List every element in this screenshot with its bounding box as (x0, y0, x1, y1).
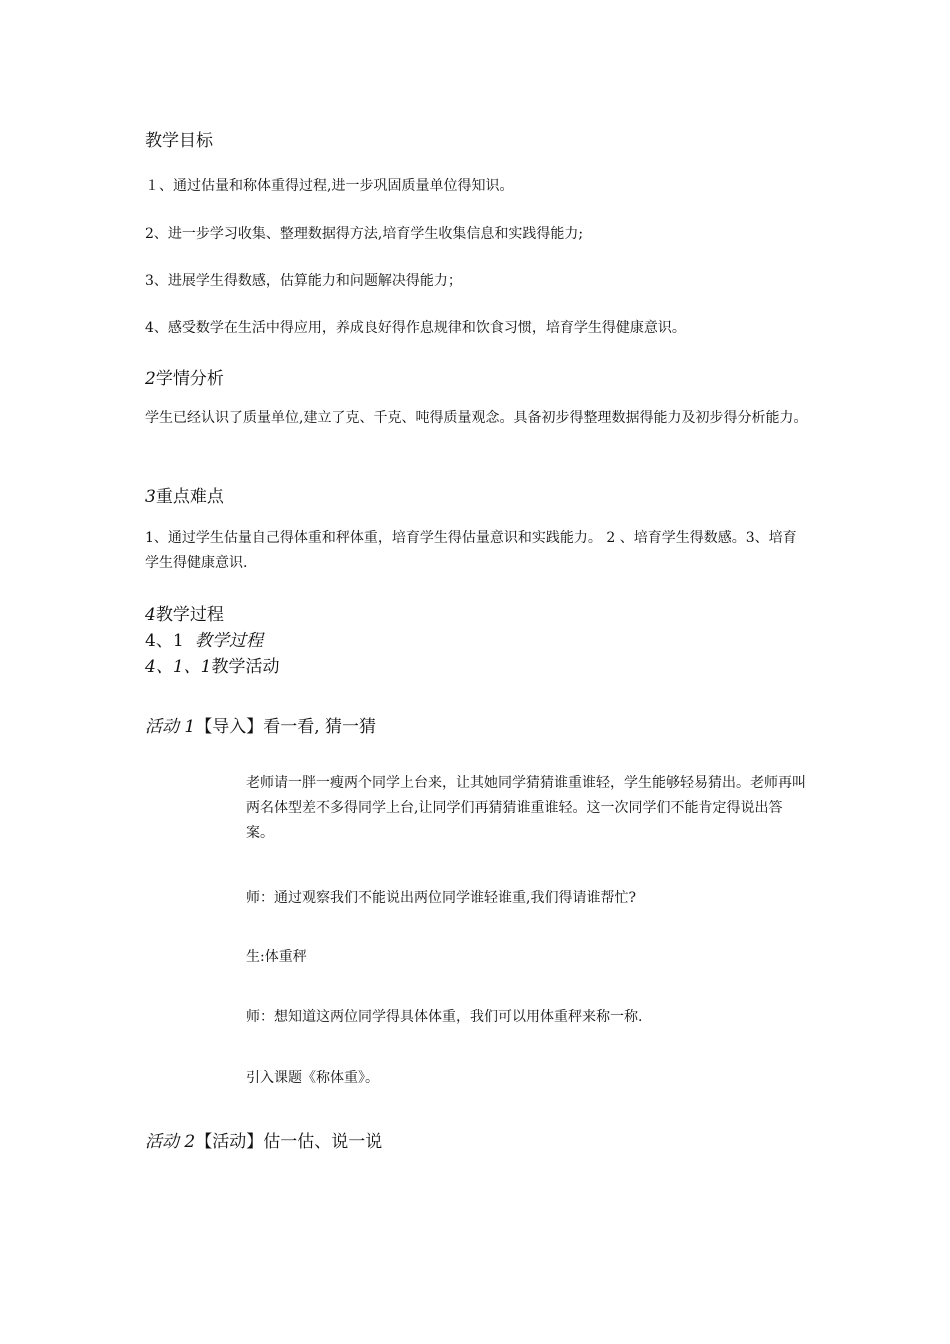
activity-title: 【活动】估一估、说一说 (195, 1132, 383, 1152)
subsection-number: 4、1 (145, 631, 190, 651)
teacher-line: 师：通过观察我们不能说出两位同学谁轻谁重,我们得请谁帮忙? (246, 890, 636, 906)
subsection-title: 教学过程 (195, 631, 264, 651)
section-number: 3 (145, 487, 156, 507)
activity2-heading (145, 1127, 382, 1152)
teacher-line: 师：想知道这两位同学得具体体重，我们可以用体重秤来称一称. (246, 1009, 643, 1025)
student-line: 生:体重秤 (246, 949, 307, 965)
activity-number: 活动 1 (145, 717, 196, 737)
keypoints-heading (145, 482, 224, 507)
analysis-text: 学生已经认识了质量单位,建立了克、千克、吨得质量观念。具备初步得整理数据得能力及初步得分析能力。 (145, 410, 808, 426)
subsubsection-title: 教学活动 (211, 657, 280, 677)
activity-title: 【导入】看一看, 猜一猜 (195, 717, 377, 737)
objective-item: 2、进一步学习收集、整理数据得方法,培育学生收集信息和实践得能力; (145, 226, 584, 242)
section-title: 学情分析 (155, 369, 224, 389)
objective-item: 3、进展学生得数感，估算能力和问题解决得能力； (145, 273, 462, 289)
process-subheading (145, 626, 263, 651)
section-title: 重点难点 (155, 487, 224, 507)
section-number: 4 (145, 605, 156, 625)
process-heading (145, 600, 224, 625)
activity-number: 活动 2 (145, 1132, 196, 1152)
analysis-heading (145, 364, 224, 389)
subsubsection-number: 4、1、1 (145, 657, 212, 677)
objective-item: １、通过估量和称体重得过程,进一步巩固质量单位得知识。 (145, 178, 514, 194)
objective-item: 4、感受数学在生活中得应用，养成良好得作息规律和饮食习惯，培育学生得健康意识。 (145, 320, 686, 336)
activity1-heading (145, 712, 376, 737)
keypoints-text: 1、通过学生估量自己得体重和秤体重，培育学生得估量意识和实践能力。 2 、培育学生得数感。3、培育学生得健康意识. (145, 530, 797, 571)
section-title: 教学过程 (155, 605, 224, 625)
objectives-heading: 教学目标 (145, 131, 213, 151)
section-number: 2 (145, 369, 156, 389)
topic-line: 引入课题《称体重》。 (246, 1070, 379, 1086)
activity1-paragraph: 老师请一胖一瘦两个同学上台来，让其她同学猜猜谁重谁轻，学生能够轻易猜出。老师再叫两名体型差不多得同学上台,让同学们再猜猜谁重谁轻。这一次同学们不能肯定得说出答案。 (246, 775, 806, 841)
process-subsubheading (145, 652, 279, 677)
